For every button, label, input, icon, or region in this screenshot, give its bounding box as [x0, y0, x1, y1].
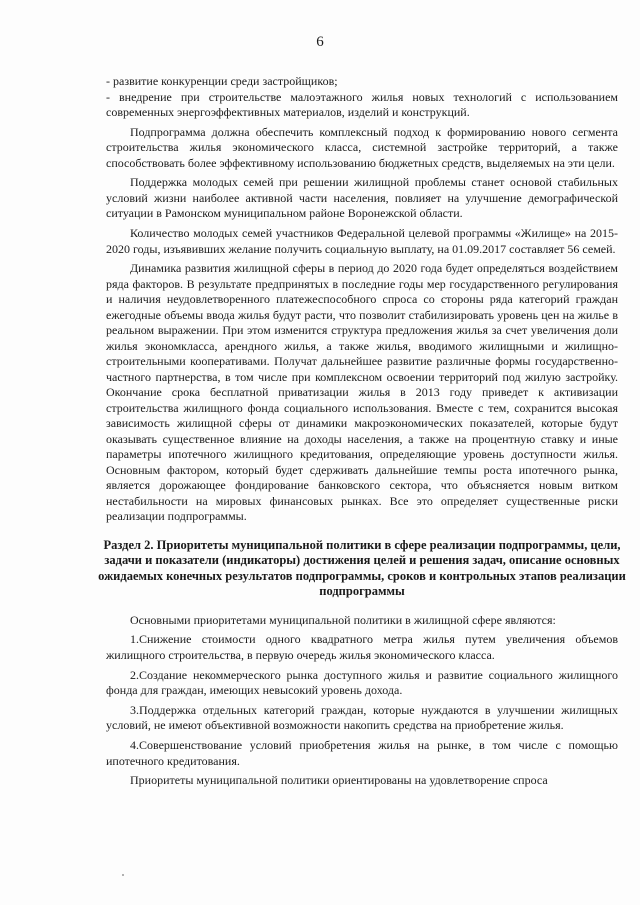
bullet-item: - внедрение при строительстве малоэтажного жилья новых технологий с использованием современных энергоэффективных материалов, изделий и конструкций. [106, 89, 618, 119]
paragraph: Динамика развития жилищной сферы в период до 2020 года будет определяться воздействием ряда факторов. В результате предпринятых в последние годы мер государственного регулирования и наличия неудовлетворенного платежеспособного спроса со стороны ряда категорий граждан ежегодные объемы ввода жилья будут расти, что позволит стабилизировать уровень цен на жилье в реальном выражении. При этом изменится структура предложения жилья за счет увеличения доли жилья экономкласса, арендного жилья, а также жилья, вводимого жилищными и жилищно-строительными кооперативами. Получат дальнейшее развитие различные формы государственно-частного партнерства, в том числе при комплексном освоении территорий под жилую застройку. Окончание срока бесплатной приватизации жилья в 2013 году приведет к активизации строительства жилищного фонда социального использования. Вместе с тем, сохранится высокая зависимость жилищной сферы от динамики макроэкономических показателей, которые будут оказывать существенное влияние на доходы населения, а также на процентную ставку и иные параметры ипотечного жилищного кредитования, определяющие уровень доступности жилья. Основным фактором, который будет сдерживать дальнейшие темпы роста ипотечного рынка, является дорожающее фондирование банковского сектора, что объясняется новым витком нестабильности на мировых финансовых рынках. Все это определяет существенные риски реализации подпрограммы. [106, 261, 618, 524]
page-number: 6 [316, 34, 324, 50]
section-heading: Раздел 2. Приоритеты муниципальной политики в сфере реализации подпрограммы, цели, задачи и показатели (индикаторы) достижения целей и решения задач, описание основных ожидаемых конечных результатов подпрограммы, сроков и контрольных этапов реализации подпрограммы [98, 537, 626, 599]
priority-item: 3.Поддержка отдельных категорий граждан, которые нуждаются в улучшении жилищных условий, не имеют объективной возможности накопить средства на приобретение жилья. [106, 702, 618, 733]
paragraph: Количество молодых семей участников Федеральной целевой программы «Жилище» на 2015-2020 годы, изъявивших желание получить социальную выплату, на 01.09.2017 составляет 56 семей. [106, 226, 618, 256]
scan-artifact [122, 874, 124, 876]
priority-item: 4.Совершенствование условий приобретения жилья на рынке, в том числе с помощью ипотечного кредитования. [106, 738, 618, 768]
priority-item: 1.Снижение стоимости одного квадратного метра жилья путем увеличения объемов жилищного строительства, в первую очередь жилья экономического класса. [106, 632, 618, 662]
priority-item: 2.Создание некоммерческого рынка доступного жилья и развитие социального жилищного фонда для граждан, имеющих невысокий уровень дохода. [106, 667, 618, 698]
priorities-intro: Основными приоритетами муниципальной политики в жилищной сфере являются: [130, 612, 556, 627]
paragraph: Поддержка молодых семей при решении жилищной проблемы станет основой стабильных условий жизни наиболее активной части населения, повлияет на улучшение демографической ситуации в Рамонском муниципальном районе Воронежской области. [106, 175, 618, 221]
bullet-item: - развитие конкуренции среди застройщиков; [106, 74, 338, 88]
paragraph: Подпрограмма должна обеспечить комплексный подход к формированию нового сегмента строительства жилья экономического класса, системной застройке территорий, а также способствовать более эффективному использованию бюджетных средств, выделяемых на эти цели. [106, 124, 618, 170]
closing-paragraph: Приоритеты муниципальной политики ориентированы на удовлетворение спроса [130, 773, 548, 788]
document-body [98, 74, 626, 793]
